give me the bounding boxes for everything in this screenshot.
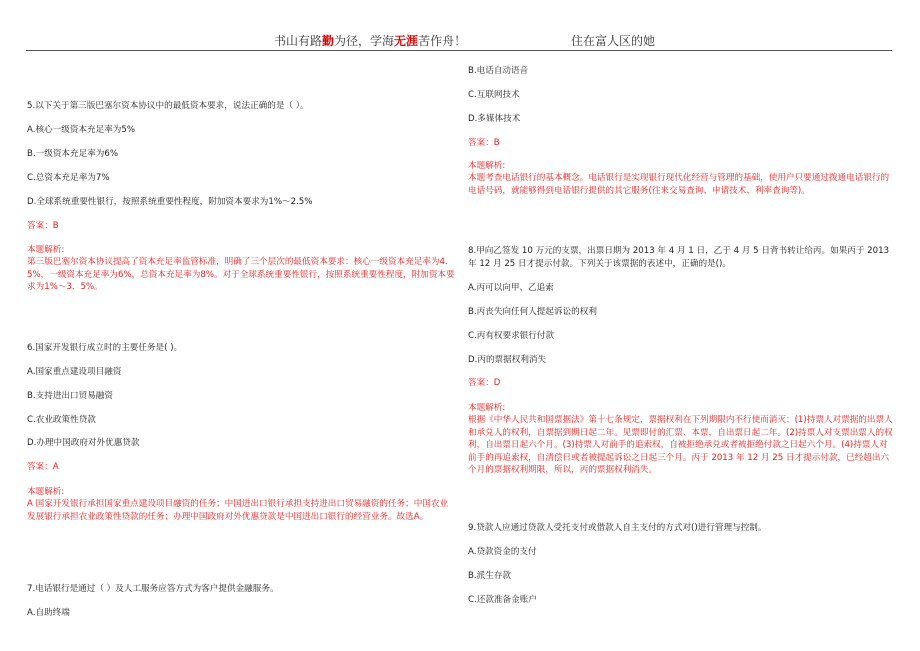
explain-8: 根据《中华人民共和国票据法》第十七条规定，票据权利在下列期限内不行使而消灭：(1)持票人对票据的出票人和承兑人的权利，自票据到期日起二年。见票即付的汇票、本票，自出票日起二年。(2)持票人对支票出票人的权利，自出票日起六个月。(3)持票人对前手的追索权，自被拒绝承兑或者被拒绝付款之日起六个月。(4)持票人对前手的再追索权，自清偿日或者被提起诉讼之日起三个月。丙于 2013 年 12 月 25 日才提示付款，已经超出六个月的票据权利期限，所以，丙的票据权利消失。	[468, 415, 893, 476]
explain-6: A 国家开发银行承担国家重点建设项目融资的任务；中国进出口银行承担支持进出口贸易融资的任务；中国农业发展银行承担农业政策性贷款的任务；办理中国政府对外优惠贷款是中国进出口银行的经营业务。故选A。	[27, 499, 449, 522]
option-5a: A.核心一级资本充足率为5%	[27, 125, 136, 135]
explain-label-7: 本题解析:	[468, 161, 506, 171]
option-6a: A.国家重点建设项目融资	[27, 367, 122, 377]
option-8a: A.丙可以向甲、乙追索	[468, 283, 554, 293]
option-6b: B.支持进出口贸易融资	[27, 391, 113, 401]
question-6-stem: 6.国家开发银行成立时的主要任务是( )。	[27, 343, 183, 353]
option-9a: A.贷款资金的支付	[468, 547, 537, 557]
option-5c: C.总资本充足率为7%	[27, 173, 110, 183]
option-9c: C.还款准备金账户	[468, 595, 537, 605]
option-6d: D.办理中国政府对外优惠贷款	[27, 438, 140, 448]
explain-label-5: 本题解析:	[27, 245, 65, 255]
page-header	[26, 32, 892, 51]
answer-6: 答案：A	[27, 462, 59, 472]
option-8d: D.丙的票据权利消失	[468, 355, 547, 365]
explain-label-8: 本题解析:	[468, 403, 506, 413]
question-8-stem: 8.甲向乙签发 10 万元的支票，出票日期为 2013 年 4 月 1 日，乙于 4 月 5 日背书转让给丙。如果丙于 2013 年 12 月 25 日才提示付款。下列关于该票据的表述中，正确的是()。	[468, 246, 890, 269]
question-9-stem: 9.贷款人应通过贷款人受托支付或借款人自主支付的方式对()进行管理与控制。	[468, 523, 767, 533]
option-5b: B.一级资本充足率为6%	[27, 149, 119, 159]
option-8c: C.丙有权要求银行付款	[468, 331, 555, 341]
answer-7: 答案：B	[468, 138, 500, 148]
question-5-stem: 5.以下关于第三版巴塞尔资本协议中的最低资本要求，说法正确的是（ ）。	[27, 101, 309, 111]
option-7a: A.自助终端	[27, 608, 70, 618]
option-5d: D.全球系统重要性银行，按照系统重要性程度，附加资本要求为1%～2.5%	[27, 197, 313, 207]
explain-label-6: 本题解析:	[27, 487, 65, 497]
option-9b: B.派生存款	[468, 571, 512, 581]
option-8b: B.丙丧失向任何人提起诉讼的权利	[468, 307, 597, 317]
option-7d: D.多媒体技术	[468, 114, 521, 124]
question-7-stem: 7.电话银行是通过（ ）及人工服务应答方式为客户提供金融服务。	[27, 584, 279, 594]
option-7b: B.电话自动语音	[468, 66, 529, 76]
explain-7: 本题考查电话银行的基本概念。电话银行是实现银行现代化经营与管理的基础，使用户只要通过拨通电话银行的电话号码，就能够得到电话银行提供的其它服务(往来交易查询、申请技术、利率查询等)。	[468, 173, 890, 196]
option-7c: C.互联网技术	[468, 90, 520, 100]
option-6c: C.农业政策性贷款	[27, 415, 96, 425]
explain-5: 第三版巴塞尔资本协议提高了资本充足率监管标准，明确了三个层次的最低资本要求：核心一级资本充足率为4．5%，一级资本充足率为6%，总资本充足率为8%。对于全球系统重要性银行，按照系统重要性程度，附加资本要求为1%～3．5%。	[27, 257, 455, 293]
answer-5: 答案：B	[27, 221, 59, 231]
answer-8: 答案：D	[468, 378, 501, 388]
header-motto: 书山有路勤为径，学海无涯苦作舟！	[274, 34, 467, 48]
header-right-title: 住在富人区的她	[571, 34, 656, 48]
